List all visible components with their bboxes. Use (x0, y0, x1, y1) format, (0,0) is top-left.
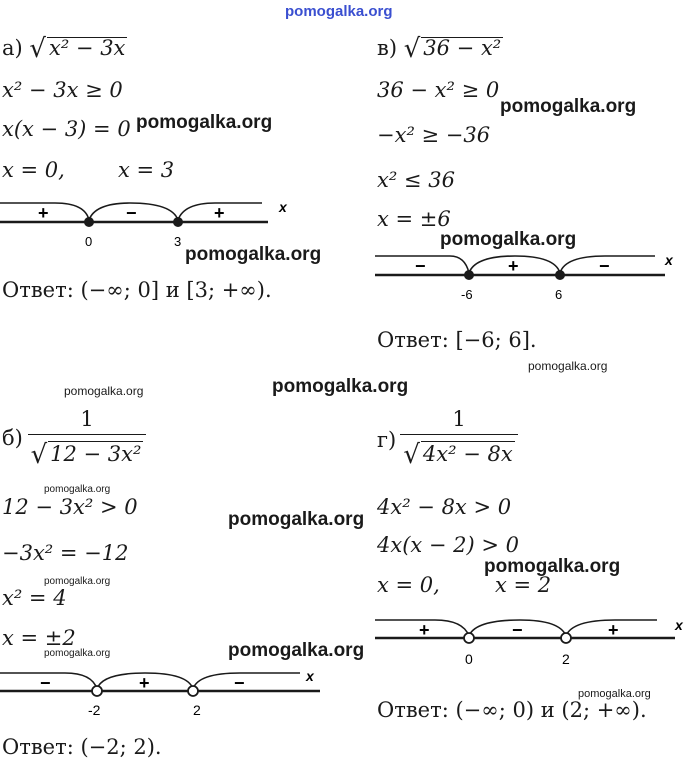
point-filled (84, 217, 94, 227)
sign-1: + (419, 620, 430, 640)
axis-label: x (306, 668, 314, 684)
axis-label: x (665, 252, 673, 268)
point-label-2: 2 (193, 702, 201, 718)
point-label-2: 3 (174, 234, 182, 249)
denominator (403, 440, 514, 470)
part-g-sign-diagram (375, 610, 687, 670)
part-v-label: в) (377, 36, 398, 60)
part-g-label: г) (377, 428, 397, 452)
sign-3: − (599, 256, 610, 276)
part-b-fraction (28, 407, 146, 468)
sqrt-icon: √ (403, 440, 420, 470)
part-g-answer: Ответ: (−∞; 0) и (2; +∞). (377, 698, 647, 722)
numerator: 1 (80, 407, 94, 431)
sign-1: − (40, 673, 51, 693)
part-v-radicand: 36 − x² (423, 36, 502, 60)
part-v-line-4: x = ±6 (377, 207, 451, 231)
sign-2: + (508, 256, 519, 276)
point-label-1: -2 (88, 702, 101, 718)
part-a-label: а) (2, 36, 23, 60)
sqrt-icon: √ (30, 440, 48, 470)
axis-label: x (675, 617, 683, 633)
point-open (188, 686, 198, 696)
part-g-fraction (400, 407, 518, 468)
part-b-sign-diagram (0, 665, 330, 725)
axis-label: x (279, 199, 287, 215)
numerator: 1 (452, 407, 466, 431)
watermark: pomogalka.org (44, 484, 111, 495)
watermark: pomogalka.org (44, 648, 111, 659)
point-open (92, 686, 102, 696)
sign-1: − (415, 256, 426, 276)
part-g-line-4: x = 2 (495, 573, 552, 597)
part-g-line-3: x = 0, (377, 573, 440, 597)
part-b-label: б) (2, 426, 23, 450)
part-a-header (2, 34, 127, 64)
sqrt-icon: √ (403, 34, 421, 64)
sqrt-icon: √ (29, 34, 46, 64)
watermark: pomogalka.org (440, 229, 577, 250)
sign-2: − (512, 620, 523, 640)
sign-2: + (139, 673, 150, 693)
point-label-1: 0 (465, 651, 473, 667)
part-b-line-4: x = ±2 (2, 626, 76, 650)
watermark-top: pomogalka.org (285, 3, 393, 20)
part-b-radicand: 12 − 3x² (50, 442, 142, 466)
part-b-line-3: x² = 4 (2, 586, 67, 610)
sign-3: + (608, 620, 619, 640)
part-b-line-2: −3x² = −12 (2, 541, 129, 565)
point-filled (555, 270, 565, 280)
part-a-radicand: x² − 3x (48, 36, 126, 60)
point-open (561, 633, 571, 643)
denominator (30, 440, 144, 470)
point-filled (464, 270, 474, 280)
sign-3: + (214, 203, 225, 223)
fraction-bar (28, 434, 146, 435)
part-v-line-2: −x² ≥ −36 (377, 123, 491, 147)
part-v-line-1: 36 − x² ≥ 0 (377, 78, 500, 102)
part-v-sign-diagram (375, 245, 685, 305)
watermark: pomogalka.org (44, 576, 111, 587)
watermark: pomogalka.org (272, 376, 409, 397)
point-label-1: 0 (85, 234, 93, 249)
fraction-bar (400, 434, 518, 435)
watermark: pomogalka.org (500, 96, 637, 117)
point-label-1: -6 (461, 287, 473, 302)
watermark: pomogalka.org (185, 244, 322, 265)
watermark: pomogalka.org (484, 556, 621, 577)
sign-1: + (38, 203, 49, 223)
point-label-2: 2 (562, 651, 570, 667)
sign-3: − (234, 673, 245, 693)
watermark: pomogalka.org (578, 688, 651, 700)
point-open (464, 633, 474, 643)
watermark: pomogalka.org (228, 509, 365, 530)
watermark: pomogalka.org (64, 384, 144, 398)
part-v-header (377, 34, 503, 64)
sign-2: − (126, 203, 137, 223)
point-filled (173, 217, 183, 227)
part-v-line-3: x² ≤ 36 (377, 168, 455, 192)
part-a-line-1: x² − 3x ≥ 0 (2, 78, 123, 102)
watermark: pomogalka.org (136, 112, 273, 133)
watermark: pomogalka.org (528, 359, 608, 373)
part-g-line-2: 4x(x − 2) > 0 (377, 533, 520, 557)
watermark: pomogalka.org (228, 640, 365, 661)
part-a-line-2: x(x − 3) = 0 (2, 117, 131, 141)
part-g-radicand: 4x² − 8x (422, 442, 513, 466)
part-a-line-4: x = 3 (118, 158, 175, 182)
part-v-answer: Ответ: [−6; 6]. (377, 328, 537, 352)
part-g-line-1: 4x² − 8x > 0 (377, 495, 512, 519)
part-a-answer: Ответ: (−∞; 0] и [3; +∞). (2, 278, 272, 302)
point-label-2: 6 (555, 287, 563, 302)
part-a-line-3: x = 0, (2, 158, 65, 182)
part-b-answer: Ответ: (−2; 2). (2, 735, 162, 759)
part-b-line-1: 12 − 3x² > 0 (2, 495, 138, 519)
